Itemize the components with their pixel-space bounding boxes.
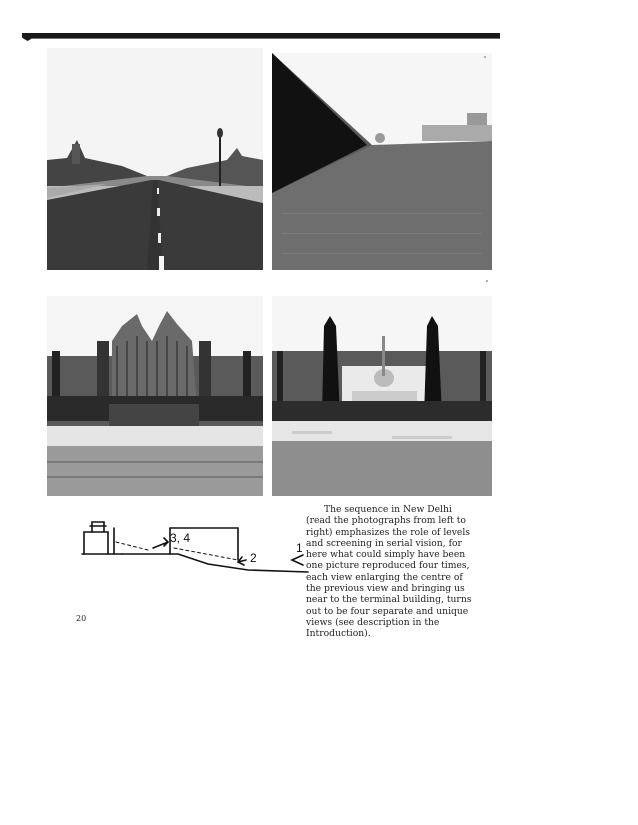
section-sketch <box>78 512 313 580</box>
page-number: 20 <box>76 614 87 623</box>
caption: The sequence in New Delhi (read the photographs from left to right) emphasizes the role of levels and screening in serial vision, for here what could simply have been one picture reproduced four times, each view enlarging the centre of the previous view and bringing us near to the terminal building, turns out to be four separate and unique views (see description in the Introduction). <box>306 504 472 640</box>
sketch-label-2: 2 <box>250 551 257 565</box>
scan-speck <box>484 56 486 58</box>
sketch-label-1: 1 <box>296 541 303 555</box>
sketch-label-3-4: 3, 4 <box>170 531 191 545</box>
photo-ramp-lawn <box>272 53 492 270</box>
scan-speck <box>486 280 488 282</box>
page-top-rule <box>22 33 500 41</box>
photo-ornate-gates <box>47 296 263 496</box>
photo-avenue <box>47 48 263 270</box>
photo-gates-dome <box>272 296 492 496</box>
